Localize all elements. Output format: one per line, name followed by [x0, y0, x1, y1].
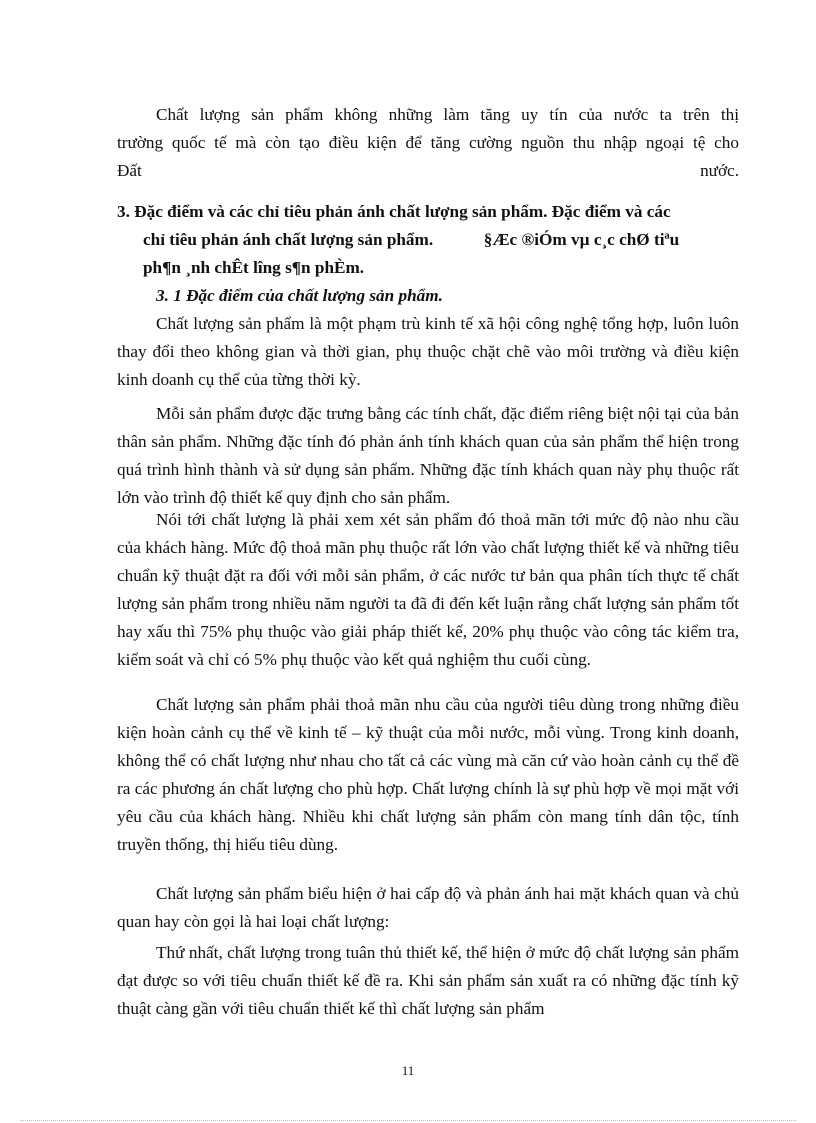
- heading-garbled-text-2: ph¶n ¸nh chÊt lîng s¶n phÈm.: [143, 258, 365, 277]
- section-heading-3: [117, 198, 739, 282]
- paragraph-6: Thứ nhất, chất lượng trong tuân thủ thiết kế, thể hiện ở mức độ chất lượng sản phẩm đạt được so với tiêu chuẩn thiết kế đề ra. Khi sản phẩm sản xuất ra có những đặc tính kỹ thuật càng gần với tiêu chuẩn thiết kế thì chất lượng sản phẩm: [117, 943, 739, 1018]
- word: Đất: [117, 161, 142, 180]
- paragraph-line-text: [117, 157, 739, 185]
- heading-number: 3.: [117, 202, 130, 221]
- paragraph-4: Chất lượng sản phẩm phải thoả mãn nhu cầu của người tiêu dùng trong những điều kiện hoàn cảnh cụ thể về kinh tế – kỹ thuật của mỗi nước, mỗi vùng. Trong kinh doanh, không thể có chất lượng như nhau cho tất cả các vùng mà căn cứ vào hoàn cảnh cụ thể đề ra các phương án chất lượng cho phù hợp. Chất lượng chính là sự phù hợp về mọi mặt với yêu cầu của khách hàng. Nhiều khi chất lượng sản phẩm còn mang tính dân tộc, tính truyền thống, thị hiếu tiêu dùng.: [117, 695, 739, 854]
- page-bottom-divider: [20, 1120, 796, 1121]
- word: nước.: [700, 161, 739, 180]
- paragraph-line: trường quốc tế mà còn tạo điều kiện để tăng cường nguồn thu nhập ngoại tệ cho: [117, 133, 739, 152]
- heading-text-line2: chỉ tiêu phản ánh chất lượng sản phẩm.: [143, 230, 434, 249]
- subsection-heading-3-1: 3. 1 Đặc điểm của chất lượng sản phẩm.: [156, 286, 443, 305]
- heading-garbled-text: §Æc ®iÓm vµ c¸c chØ tiªu: [483, 230, 680, 249]
- paragraph-2: Mỗi sản phẩm được đặc trưng bằng các tính chất, đặc điểm riêng biệt nội tại của bản thân sản phẩm. Những đặc tính đó phản ánh tính khách quan của sản phẩm thể hiện trong quá trình hình thành và sử dụng sản phẩm. Những đặc tính khách quan này phụ thuộc rất lớn vào trình độ thiết kế quy định cho sản phẩm.: [117, 404, 739, 507]
- paragraph-1: Chất lượng sản phẩm là một phạm trù kinh tế xã hội công nghệ tổng hợp, luôn luôn thay đổi theo không gian và thời gian, phụ thuộc chặt chẽ vào môi trường và điều kiện kinh doanh cụ thể của từng thời kỳ.: [117, 314, 739, 389]
- heading-text-line1: Đặc điểm và các chỉ tiêu phản ánh chất lượng sản phẩm. Đặc điểm và các: [134, 202, 671, 221]
- paragraph-line: [117, 157, 739, 185]
- page-number: 11: [401, 1063, 415, 1078]
- paragraph-line: Chất lượng sản phẩm không những làm tăng uy tín của nước ta trên thị: [156, 105, 739, 124]
- paragraph-3: Nói tới chất lượng là phải xem xét sản phẩm đó thoả mãn tới mức độ nào nhu cầu của khách hàng. Mức độ thoả mãn phụ thuộc rất lớn vào chất lượng thiết kế và những tiêu chuẩn kỹ thuật đặt ra đối với mỗi sản phẩm, ở các nước tư bản qua phân tích thực tế chất lượng sản phẩm trong nhiều năm người ta đã đi đến kết luận rằng chất lượng sản phẩm tốt hay xấu thì 75% phụ thuộc vào giải pháp thiết kế, 20% phụ thuộc vào công tác kiểm tra, kiểm soát và chỉ có 5% phụ thuộc vào kết quả nghiệm thu cuối cùng.: [117, 510, 739, 669]
- paragraph-5: Chất lượng sản phẩm biểu hiện ở hai cấp độ và phản ánh hai mặt khách quan và chủ quan hay còn gọi là hai loại chất lượng:: [117, 884, 739, 931]
